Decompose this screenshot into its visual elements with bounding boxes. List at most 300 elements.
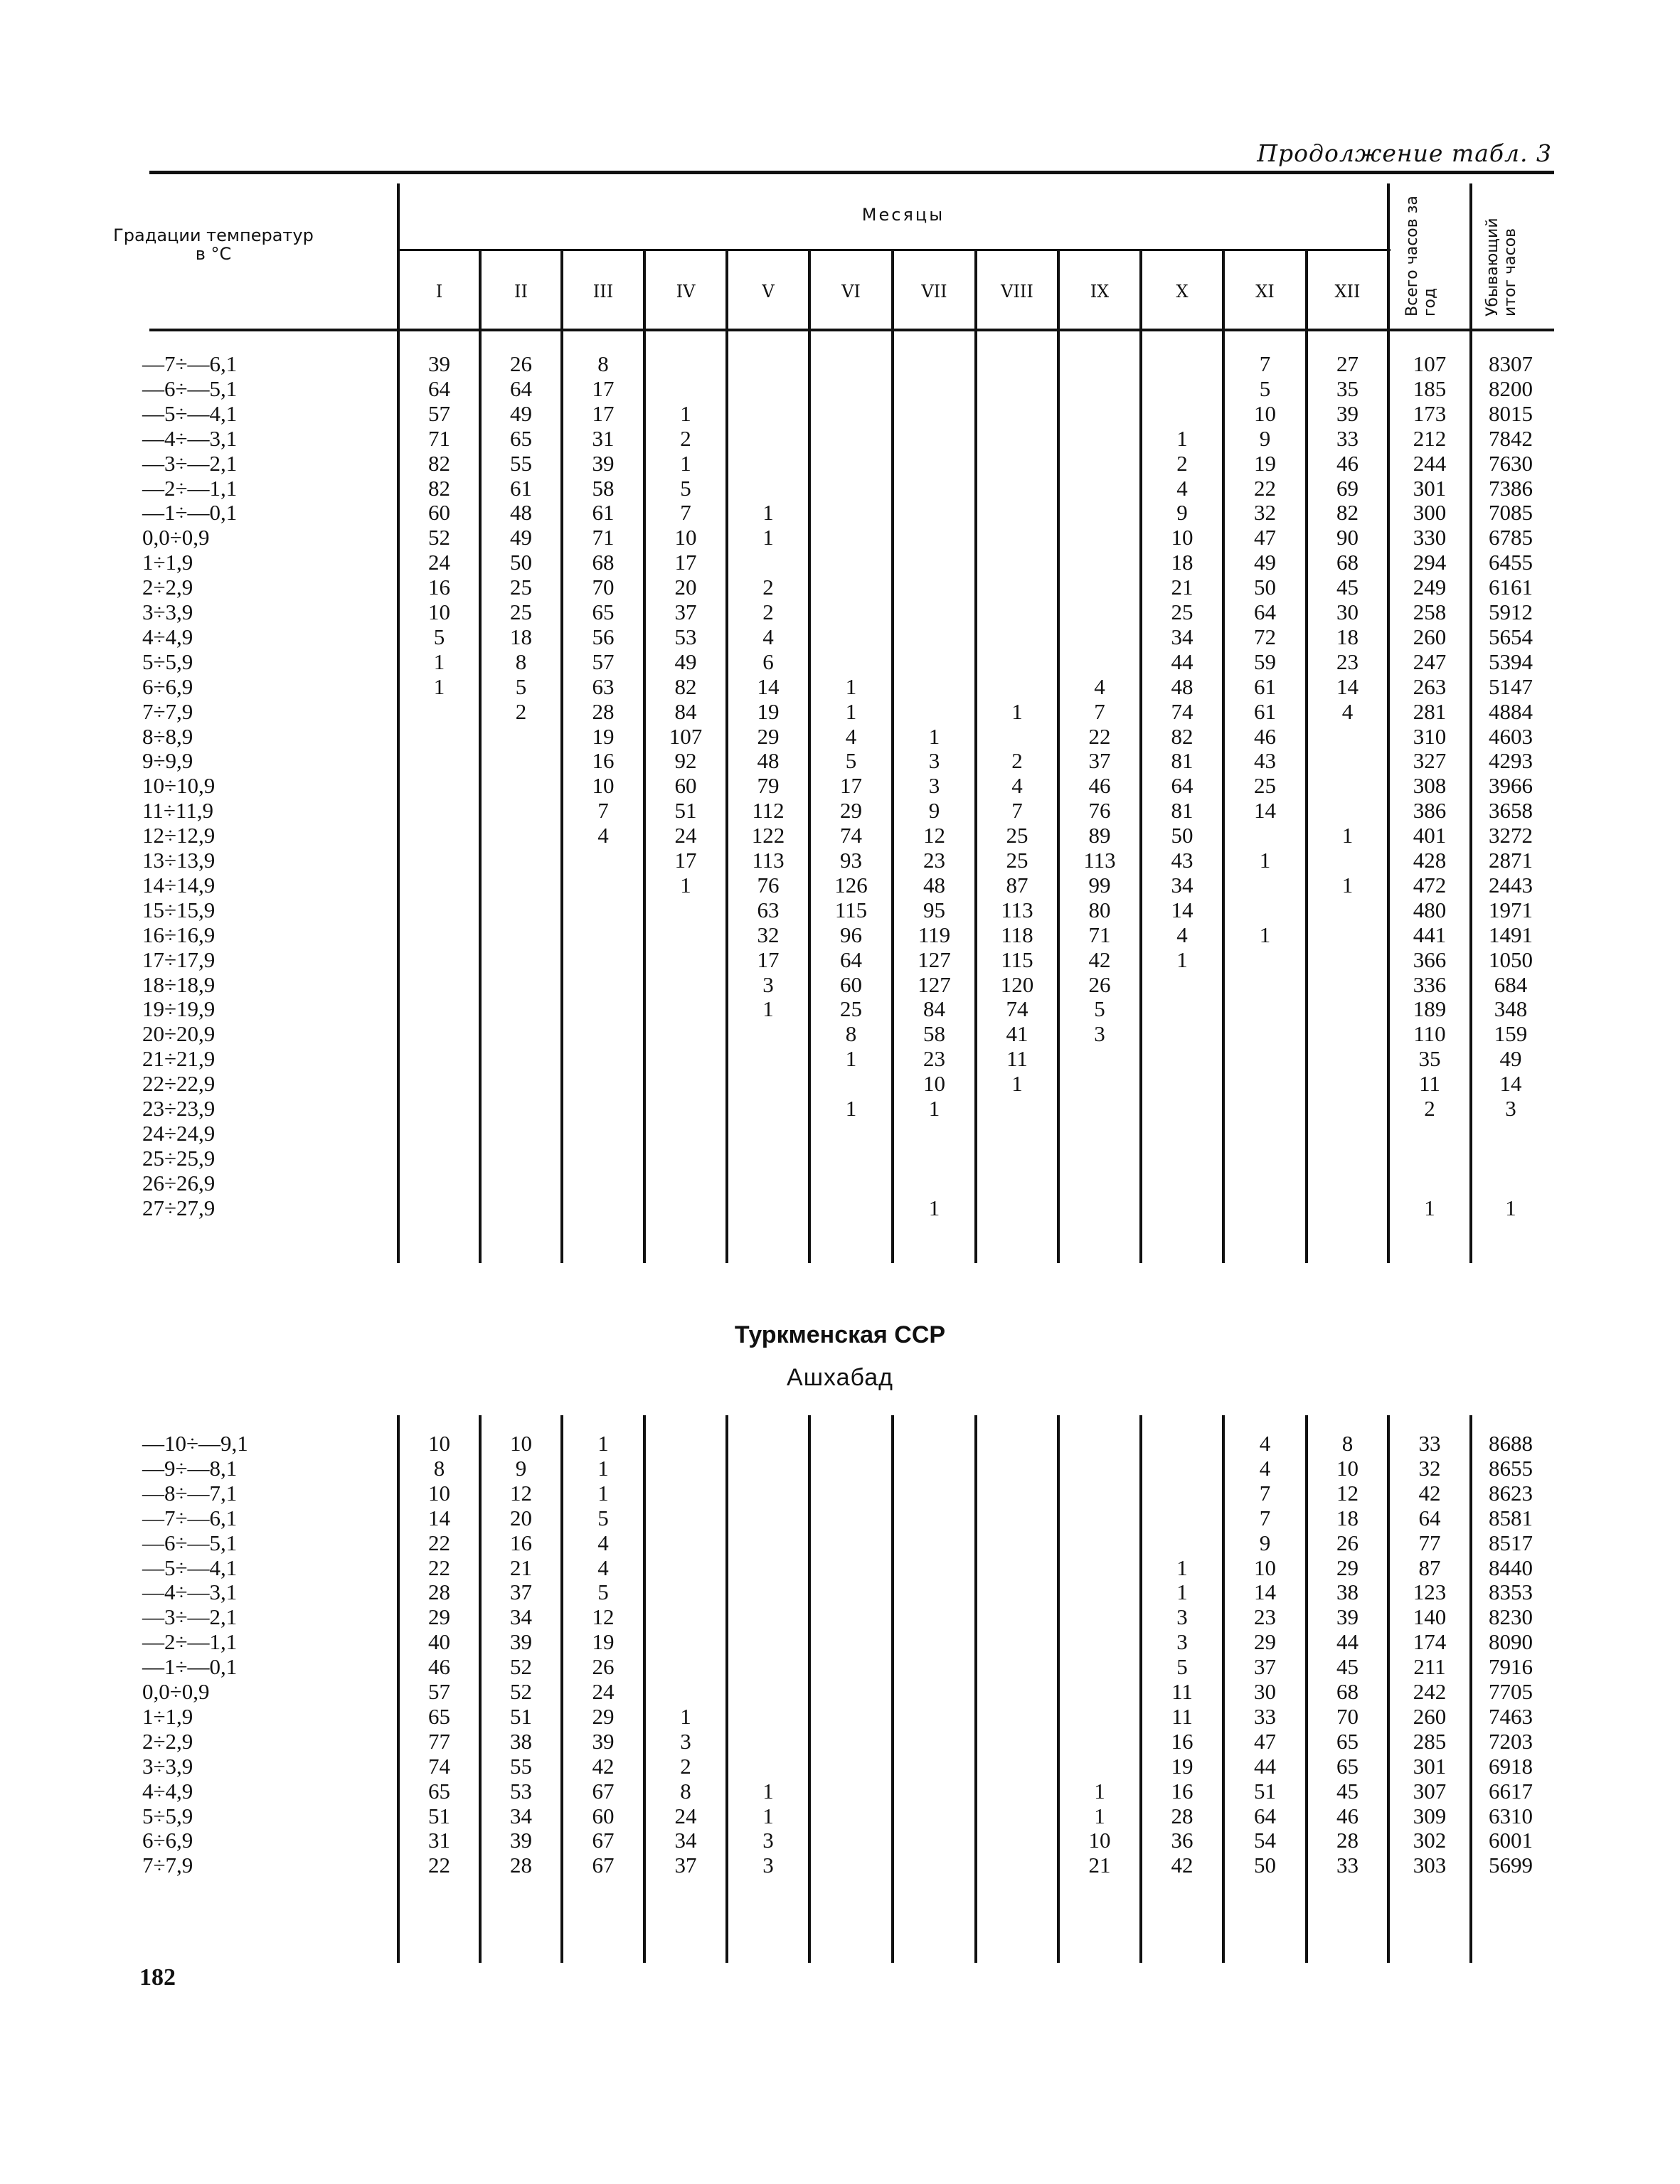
month-hours-cell: 82	[428, 450, 450, 476]
month-hours-cell: 10	[1088, 1828, 1111, 1853]
cumulative-hours-cell: 1050	[1489, 947, 1533, 972]
cumulative-hours-cell: 5654	[1489, 624, 1533, 649]
month-hours-cell: 29	[757, 723, 780, 749]
column-line	[974, 1415, 977, 1963]
month-hours-cell: 126	[834, 872, 868, 897]
month-hours-cell: 4	[845, 723, 857, 749]
cumulative-hours-cell: 8623	[1489, 1480, 1533, 1506]
month-hours-cell: 24	[674, 823, 697, 848]
month-hours-cell: 3	[928, 773, 940, 799]
month-hours-cell: 26	[510, 351, 532, 376]
month-hours-cell: 4	[597, 1530, 609, 1555]
cumulative-hours-cell: 5912	[1489, 600, 1533, 624]
month-hours-cell: 96	[840, 922, 862, 947]
month-hours-cell: 3	[762, 971, 774, 997]
month-hours-cell: 29	[428, 1604, 450, 1630]
total-hours-cell: 249	[1413, 575, 1447, 600]
total-hours-cell: 310	[1413, 723, 1447, 749]
month-hours-cell: 19	[592, 1629, 615, 1655]
month-hours-cell: 32	[757, 922, 780, 947]
month-hours-cell: 48	[510, 500, 532, 526]
month-hours-cell: 49	[510, 400, 532, 426]
cumulative-hours-cell: 8307	[1489, 351, 1533, 376]
month-hours-cell: 2	[1176, 450, 1188, 476]
temperature-gradation: 20÷20,9	[142, 1021, 216, 1047]
total-hours-cell: 244	[1413, 450, 1447, 476]
month-hours-cell: 28	[1336, 1828, 1359, 1853]
total-hours-cell: 366	[1413, 947, 1447, 972]
month-hours-cell: 113	[1083, 848, 1116, 873]
month-hours-cell: 1	[845, 673, 857, 699]
total-hours-cell: 42	[1418, 1480, 1441, 1506]
month-hours-cell: 36	[1171, 1828, 1193, 1853]
header-bottom-rule	[149, 329, 1554, 331]
total-hours-cell: 140	[1413, 1604, 1447, 1630]
month-hours-cell: 10	[428, 1480, 450, 1506]
month-hours-cell: 1	[928, 1096, 940, 1121]
temperature-gradation: 1÷1,9	[142, 550, 193, 575]
month-hours-cell: 5	[680, 475, 691, 501]
total-hours-cell: 1	[1424, 1195, 1435, 1220]
month-hours-cell: 8	[1341, 1431, 1354, 1456]
month-hours-cell: 82	[674, 673, 697, 699]
month-hours-cell: 7	[1094, 698, 1105, 724]
month-hours-cell: 60	[428, 500, 450, 526]
total-hours-cell: 211	[1413, 1654, 1446, 1680]
month-hours-cell: 1	[1176, 1555, 1188, 1580]
month-hours-cell: 99	[1088, 872, 1111, 897]
month-hours-cell: 3	[1176, 1629, 1188, 1655]
month-hours-cell: 25	[510, 600, 532, 624]
column-line	[1387, 1415, 1390, 1963]
temperature-gradation: 5÷5,9	[142, 1803, 193, 1828]
column-line	[479, 1415, 482, 1963]
month-hours-cell: 37	[1254, 1654, 1276, 1680]
month-hours-cell: 2	[515, 698, 527, 724]
month-hours-cell: 4	[1341, 698, 1354, 724]
month-hours-cell: 35	[1336, 375, 1359, 401]
total-hours-cell: 401	[1413, 823, 1447, 848]
month-hours-cell: 71	[592, 525, 615, 550]
temperature-gradation: 16÷16,9	[142, 922, 216, 947]
cumulative-hours-cell: 159	[1494, 1021, 1528, 1047]
month-hours-cell: 3	[680, 1728, 691, 1754]
column-line	[1139, 331, 1142, 1263]
cumulative-hours-cell: 6161	[1489, 575, 1533, 600]
month-hours-cell: 1	[1094, 1778, 1105, 1804]
month-hours-cell: 22	[1088, 723, 1111, 749]
month-hours-cell: 115	[834, 897, 868, 922]
month-hours-cell: 65	[510, 425, 532, 451]
cumulative-hours-cell: 7203	[1489, 1728, 1533, 1754]
month-hours-cell: 53	[510, 1778, 532, 1804]
total-hours-cell: 64	[1418, 1505, 1441, 1530]
month-hours-cell: 34	[1171, 872, 1193, 897]
column-line	[974, 331, 977, 1263]
temperature-gradation: —2÷—1,1	[142, 1629, 238, 1655]
temperature-gradation: 19÷19,9	[142, 996, 216, 1022]
month-hours-cell: 51	[674, 798, 697, 824]
total-hours-cell: 336	[1413, 971, 1447, 997]
month-hours-cell: 45	[1336, 1778, 1359, 1804]
month-hours-cell: 65	[428, 1778, 450, 1804]
month-hours-cell: 5	[597, 1505, 609, 1530]
cumulative-hours-cell: 6001	[1489, 1828, 1533, 1853]
month-header-8: VIII	[1001, 282, 1033, 302]
temperature-gradation: —3÷—2,1	[142, 1604, 238, 1630]
month-hours-cell: 90	[1336, 525, 1359, 550]
month-hours-cell: 50	[510, 550, 532, 575]
month-hours-cell: 39	[510, 1828, 532, 1853]
month-hours-cell: 1	[597, 1480, 609, 1506]
month-hours-cell: 7	[1259, 1480, 1271, 1506]
month-hours-cell: 1	[762, 1803, 774, 1828]
month-hours-cell: 14	[1254, 798, 1276, 824]
month-hours-cell: 55	[510, 450, 532, 476]
month-hours-cell: 39	[1336, 1604, 1359, 1630]
month-hours-cell: 23	[1254, 1604, 1276, 1630]
month-hours-cell: 23	[1336, 649, 1359, 674]
month-hours-cell: 76	[757, 872, 780, 897]
column-line	[1305, 1415, 1308, 1963]
column-line	[643, 331, 646, 1263]
month-hours-cell: 44	[1336, 1629, 1359, 1655]
month-hours-cell: 22	[428, 1530, 450, 1555]
month-hours-cell: 39	[592, 1728, 615, 1754]
total-hours-cell: 260	[1413, 624, 1447, 649]
month-hours-cell: 46	[1088, 773, 1111, 799]
month-hours-cell: 18	[1336, 1505, 1359, 1530]
month-hours-cell: 9	[1176, 500, 1188, 526]
month-hours-cell: 82	[1336, 500, 1359, 526]
column-line	[1305, 331, 1308, 1263]
month-hours-cell: 11	[1171, 1679, 1193, 1704]
month-hours-cell: 50	[1254, 575, 1276, 600]
month-hours-cell: 4	[1259, 1431, 1271, 1456]
cumulative-hours-cell: 6310	[1489, 1803, 1533, 1828]
section-title: Туркменская ССР	[734, 1321, 946, 1348]
month-hours-cell: 57	[428, 1679, 450, 1704]
month-hours-cell: 37	[510, 1580, 532, 1605]
month-hours-cell: 9	[515, 1455, 527, 1481]
cumulative-hours-cell: 14	[1499, 1071, 1522, 1097]
month-hours-cell: 1	[762, 996, 774, 1022]
page-number: 182	[139, 1964, 176, 1991]
month-hours-cell: 11	[1171, 1703, 1193, 1729]
cumulative-hours-cell: 7386	[1489, 475, 1533, 501]
month-hours-cell: 24	[674, 1803, 697, 1828]
months-header: Месяцы	[861, 205, 945, 225]
column-line	[808, 1415, 811, 1963]
month-hours-cell: 1	[928, 1195, 940, 1220]
month-hours-cell: 23	[923, 1046, 945, 1072]
month-hours-cell: 32	[1254, 500, 1276, 526]
month-hours-cell: 49	[674, 649, 697, 674]
cumulative-hours-cell: 7842	[1489, 425, 1533, 451]
month-hours-cell: 81	[1171, 748, 1193, 774]
month-hours-cell: 10	[592, 773, 615, 799]
month-hours-cell: 5	[597, 1580, 609, 1605]
month-hours-cell: 10	[428, 600, 450, 624]
cumulative-hours-cell: 8090	[1489, 1629, 1533, 1655]
temperature-gradation: 0,0÷0,9	[142, 525, 210, 550]
month-hours-cell: 92	[674, 748, 697, 774]
month-hours-cell: 5	[1094, 996, 1105, 1022]
temperature-gradation: 17÷17,9	[142, 947, 216, 972]
temperature-gradation: —4÷—3,1	[142, 425, 238, 451]
temperature-gradation: 11÷11,9	[142, 798, 213, 824]
month-hours-cell: 63	[592, 673, 615, 699]
month-hours-cell: 84	[674, 698, 697, 724]
column-line	[1222, 1415, 1225, 1963]
month-hours-cell: 82	[1171, 723, 1193, 749]
column-line	[1139, 1415, 1142, 1963]
month-hours-cell: 77	[428, 1728, 450, 1754]
month-hours-cell: 10	[1171, 525, 1193, 550]
total-hours-cell: 189	[1413, 996, 1447, 1022]
month-hours-cell: 25	[1254, 773, 1276, 799]
month-hours-cell: 87	[1006, 872, 1028, 897]
month-header-12: XII	[1334, 282, 1361, 302]
total-hours-cell: 307	[1413, 1778, 1447, 1804]
month-hours-cell: 57	[592, 649, 615, 674]
cumulative-hours-cell: 8230	[1489, 1604, 1533, 1630]
temperature-gradation: 22÷22,9	[142, 1071, 216, 1097]
month-hours-cell: 65	[1336, 1728, 1359, 1754]
temperature-gradation: 10÷10,9	[142, 773, 216, 799]
month-hours-cell: 30	[1336, 600, 1359, 624]
month-hours-cell: 1	[1341, 823, 1354, 848]
month-hours-cell: 1	[1341, 872, 1354, 897]
month-hours-cell: 95	[923, 897, 945, 922]
temperature-gradation: 14÷14,9	[142, 872, 216, 897]
month-hours-cell: 28	[510, 1853, 532, 1878]
month-hours-cell: 44	[1254, 1753, 1276, 1779]
month-hours-cell: 64	[1171, 773, 1193, 799]
total-hours-cell: 242	[1413, 1679, 1447, 1704]
total-hours-cell: 303	[1413, 1853, 1447, 1878]
month-hours-cell: 21	[510, 1555, 532, 1580]
month-hours-cell: 38	[510, 1728, 532, 1754]
month-hours-cell: 71	[428, 425, 450, 451]
total-hours-cell: 330	[1413, 525, 1447, 550]
total-hours-cell: 2	[1424, 1096, 1435, 1121]
month-hours-cell: 33	[1336, 425, 1359, 451]
cumulative-hours-cell: 5699	[1489, 1853, 1533, 1878]
cumulative-hours-cell: 49	[1499, 1046, 1522, 1072]
column-line	[1057, 331, 1060, 1263]
temperature-gradation: —1÷—0,1	[142, 500, 238, 526]
month-hours-cell: 58	[923, 1021, 945, 1047]
month-hours-cell: 57	[428, 400, 450, 426]
total-hours-cell: 185	[1413, 375, 1447, 401]
month-hours-cell: 51	[1254, 1778, 1276, 1804]
month-hours-cell: 9	[1259, 425, 1271, 451]
month-hours-cell: 52	[428, 525, 450, 550]
month-hours-cell: 47	[1254, 1728, 1276, 1754]
month-hours-cell: 37	[1088, 748, 1111, 774]
column-line	[1387, 331, 1390, 1263]
month-hours-cell: 24	[428, 550, 450, 575]
month-hours-cell: 64	[1254, 1803, 1276, 1828]
month-hours-cell: 14	[757, 673, 780, 699]
month-hours-cell: 47	[1254, 525, 1276, 550]
month-hours-cell: 19	[1171, 1753, 1193, 1779]
month-hours-cell: 10	[428, 1431, 450, 1456]
total-hours-cell: 428	[1413, 848, 1447, 873]
temperature-gradation: 1÷1,9	[142, 1703, 193, 1729]
temperature-gradation: 24÷24,9	[142, 1120, 216, 1146]
month-hours-cell: 61	[1254, 698, 1276, 724]
month-hours-cell: 1	[1011, 1071, 1023, 1097]
temperature-gradation: 6÷6,9	[142, 1828, 193, 1853]
cumulative-hours-cell: 8015	[1489, 400, 1533, 426]
month-hours-cell: 23	[923, 848, 945, 873]
month-hours-cell: 1	[433, 673, 445, 699]
total-hours-cell: 302	[1413, 1828, 1447, 1853]
month-hours-cell: 26	[1088, 971, 1111, 997]
month-hours-cell: 1	[762, 500, 774, 526]
temperature-gradation: 7÷7,9	[142, 1853, 193, 1878]
month-hours-cell: 5	[1176, 1654, 1188, 1680]
month-hours-cell: 1	[597, 1431, 609, 1456]
total-hours-cell: 11	[1419, 1071, 1440, 1097]
cumulative-hours-cell: 8688	[1489, 1431, 1533, 1456]
month-hours-cell: 107	[669, 723, 703, 749]
month-hours-cell: 43	[1171, 848, 1193, 873]
month-hours-cell: 28	[1171, 1803, 1193, 1828]
total-hours-cell: 472	[1413, 872, 1447, 897]
month-hours-cell: 1	[845, 1096, 857, 1121]
cumulative-hours-cell: 8581	[1489, 1505, 1533, 1530]
gradations-header: Градации температур в °С	[113, 225, 314, 264]
month-hours-cell: 79	[757, 773, 780, 799]
month-hours-cell: 9	[928, 798, 940, 824]
month-hours-cell: 28	[428, 1580, 450, 1605]
month-hours-cell: 33	[1336, 1853, 1359, 1878]
month-hours-cell: 14	[1171, 897, 1193, 922]
total-hours-cell: 32	[1418, 1455, 1441, 1481]
month-hours-cell: 1	[1259, 848, 1271, 873]
cumulative-hours-cell: 6785	[1489, 525, 1533, 550]
month-hours-cell: 74	[840, 823, 862, 848]
temperature-gradation: 2÷2,9	[142, 575, 193, 600]
cumulative-hours-cell: 8655	[1489, 1455, 1533, 1481]
month-hours-cell: 7	[680, 500, 691, 526]
total-hours-cell: 294	[1413, 550, 1447, 575]
temperature-gradation: 8÷8,9	[142, 723, 193, 749]
month-hours-cell: 42	[1171, 1853, 1193, 1878]
month-hours-cell: 74	[1171, 698, 1193, 724]
month-hours-cell: 1	[1094, 1803, 1105, 1828]
month-hours-cell: 34	[674, 1828, 697, 1853]
month-hours-cell: 64	[428, 375, 450, 401]
total-hours-cell: 123	[1413, 1580, 1447, 1605]
cumulative-hours-cell: 7463	[1489, 1703, 1533, 1729]
month-hours-cell: 1	[680, 1703, 691, 1729]
month-hours-cell: 80	[1088, 897, 1111, 922]
month-header-9: IX	[1090, 282, 1110, 302]
month-header-5: V	[762, 282, 775, 302]
month-hours-cell: 93	[840, 848, 862, 873]
month-hours-cell: 29	[592, 1703, 615, 1729]
month-hours-cell: 5	[433, 624, 445, 649]
month-hours-cell: 17	[674, 550, 697, 575]
month-hours-cell: 89	[1088, 823, 1111, 848]
month-hours-cell: 64	[1254, 600, 1276, 624]
month-hours-cell: 122	[751, 823, 785, 848]
month-hours-cell: 10	[1336, 1455, 1359, 1481]
temperature-gradation: 3÷3,9	[142, 600, 193, 624]
month-hours-cell: 84	[923, 996, 945, 1022]
month-hours-cell: 6	[762, 649, 774, 674]
month-hours-cell: 52	[510, 1654, 532, 1680]
cumulative-hours-cell: 7705	[1489, 1679, 1533, 1704]
month-hours-cell: 26	[1336, 1530, 1359, 1555]
total-hours-cell: 35	[1418, 1046, 1441, 1072]
temperature-gradation: 13÷13,9	[142, 848, 216, 873]
total-hours-cell: 386	[1413, 798, 1447, 824]
month-hours-cell: 55	[510, 1753, 532, 1779]
total-hours-cell: 87	[1418, 1555, 1441, 1580]
month-hours-cell: 1	[597, 1455, 609, 1481]
cumulative-hours-cell: 7085	[1489, 500, 1533, 526]
temperature-gradation: 7÷7,9	[142, 698, 193, 724]
table-top-rule	[149, 171, 1554, 174]
month-hours-cell: 54	[1254, 1828, 1276, 1853]
month-hours-cell: 68	[592, 550, 615, 575]
cumulative-hours-cell: 8200	[1489, 375, 1533, 401]
month-hours-cell: 4	[762, 624, 774, 649]
total-hours-cell: 107	[1413, 351, 1447, 376]
month-hours-cell: 3	[1094, 1021, 1105, 1047]
cumulative-hours-cell: 8517	[1489, 1530, 1533, 1555]
total-hours-cell: 300	[1413, 500, 1447, 526]
month-hours-cell: 113	[1001, 897, 1033, 922]
month-hours-cell: 2	[680, 1753, 691, 1779]
temperature-gradation: —10÷—9,1	[142, 1431, 248, 1456]
month-header-1: I	[435, 282, 443, 302]
column-line	[1222, 331, 1225, 1263]
total-hours-cell: 441	[1413, 922, 1447, 947]
cumulative-hours-cell: 3	[1505, 1096, 1516, 1121]
temperature-gradation: —6÷—5,1	[142, 1530, 238, 1555]
month-hours-cell: 22	[428, 1853, 450, 1878]
month-hours-cell: 25	[510, 575, 532, 600]
temperature-gradation: —3÷—2,1	[142, 450, 238, 476]
months-divider-rule	[398, 249, 1391, 251]
month-hours-cell: 51	[428, 1803, 450, 1828]
month-hours-cell: 29	[1254, 1629, 1276, 1655]
temperature-gradation: 2÷2,9	[142, 1728, 193, 1754]
month-hours-cell: 70	[1336, 1703, 1359, 1729]
column-line	[725, 331, 728, 1263]
month-hours-cell: 38	[1336, 1580, 1359, 1605]
month-hours-cell: 1	[1176, 425, 1188, 451]
month-hours-cell: 4	[1094, 673, 1105, 699]
month-hours-cell: 113	[752, 848, 785, 873]
month-hours-cell: 31	[428, 1828, 450, 1853]
month-hours-cell: 26	[592, 1654, 615, 1680]
cumulative-hours-cell: 4603	[1489, 723, 1533, 749]
month-hours-cell: 18	[510, 624, 532, 649]
month-hours-cell: 72	[1254, 624, 1276, 649]
month-header-11: XI	[1255, 282, 1275, 302]
month-hours-cell: 8	[433, 1455, 445, 1481]
total-hours-cell: 309	[1413, 1803, 1447, 1828]
cumulative-hours-cell: 1491	[1489, 922, 1533, 947]
month-header-10: X	[1176, 282, 1189, 302]
